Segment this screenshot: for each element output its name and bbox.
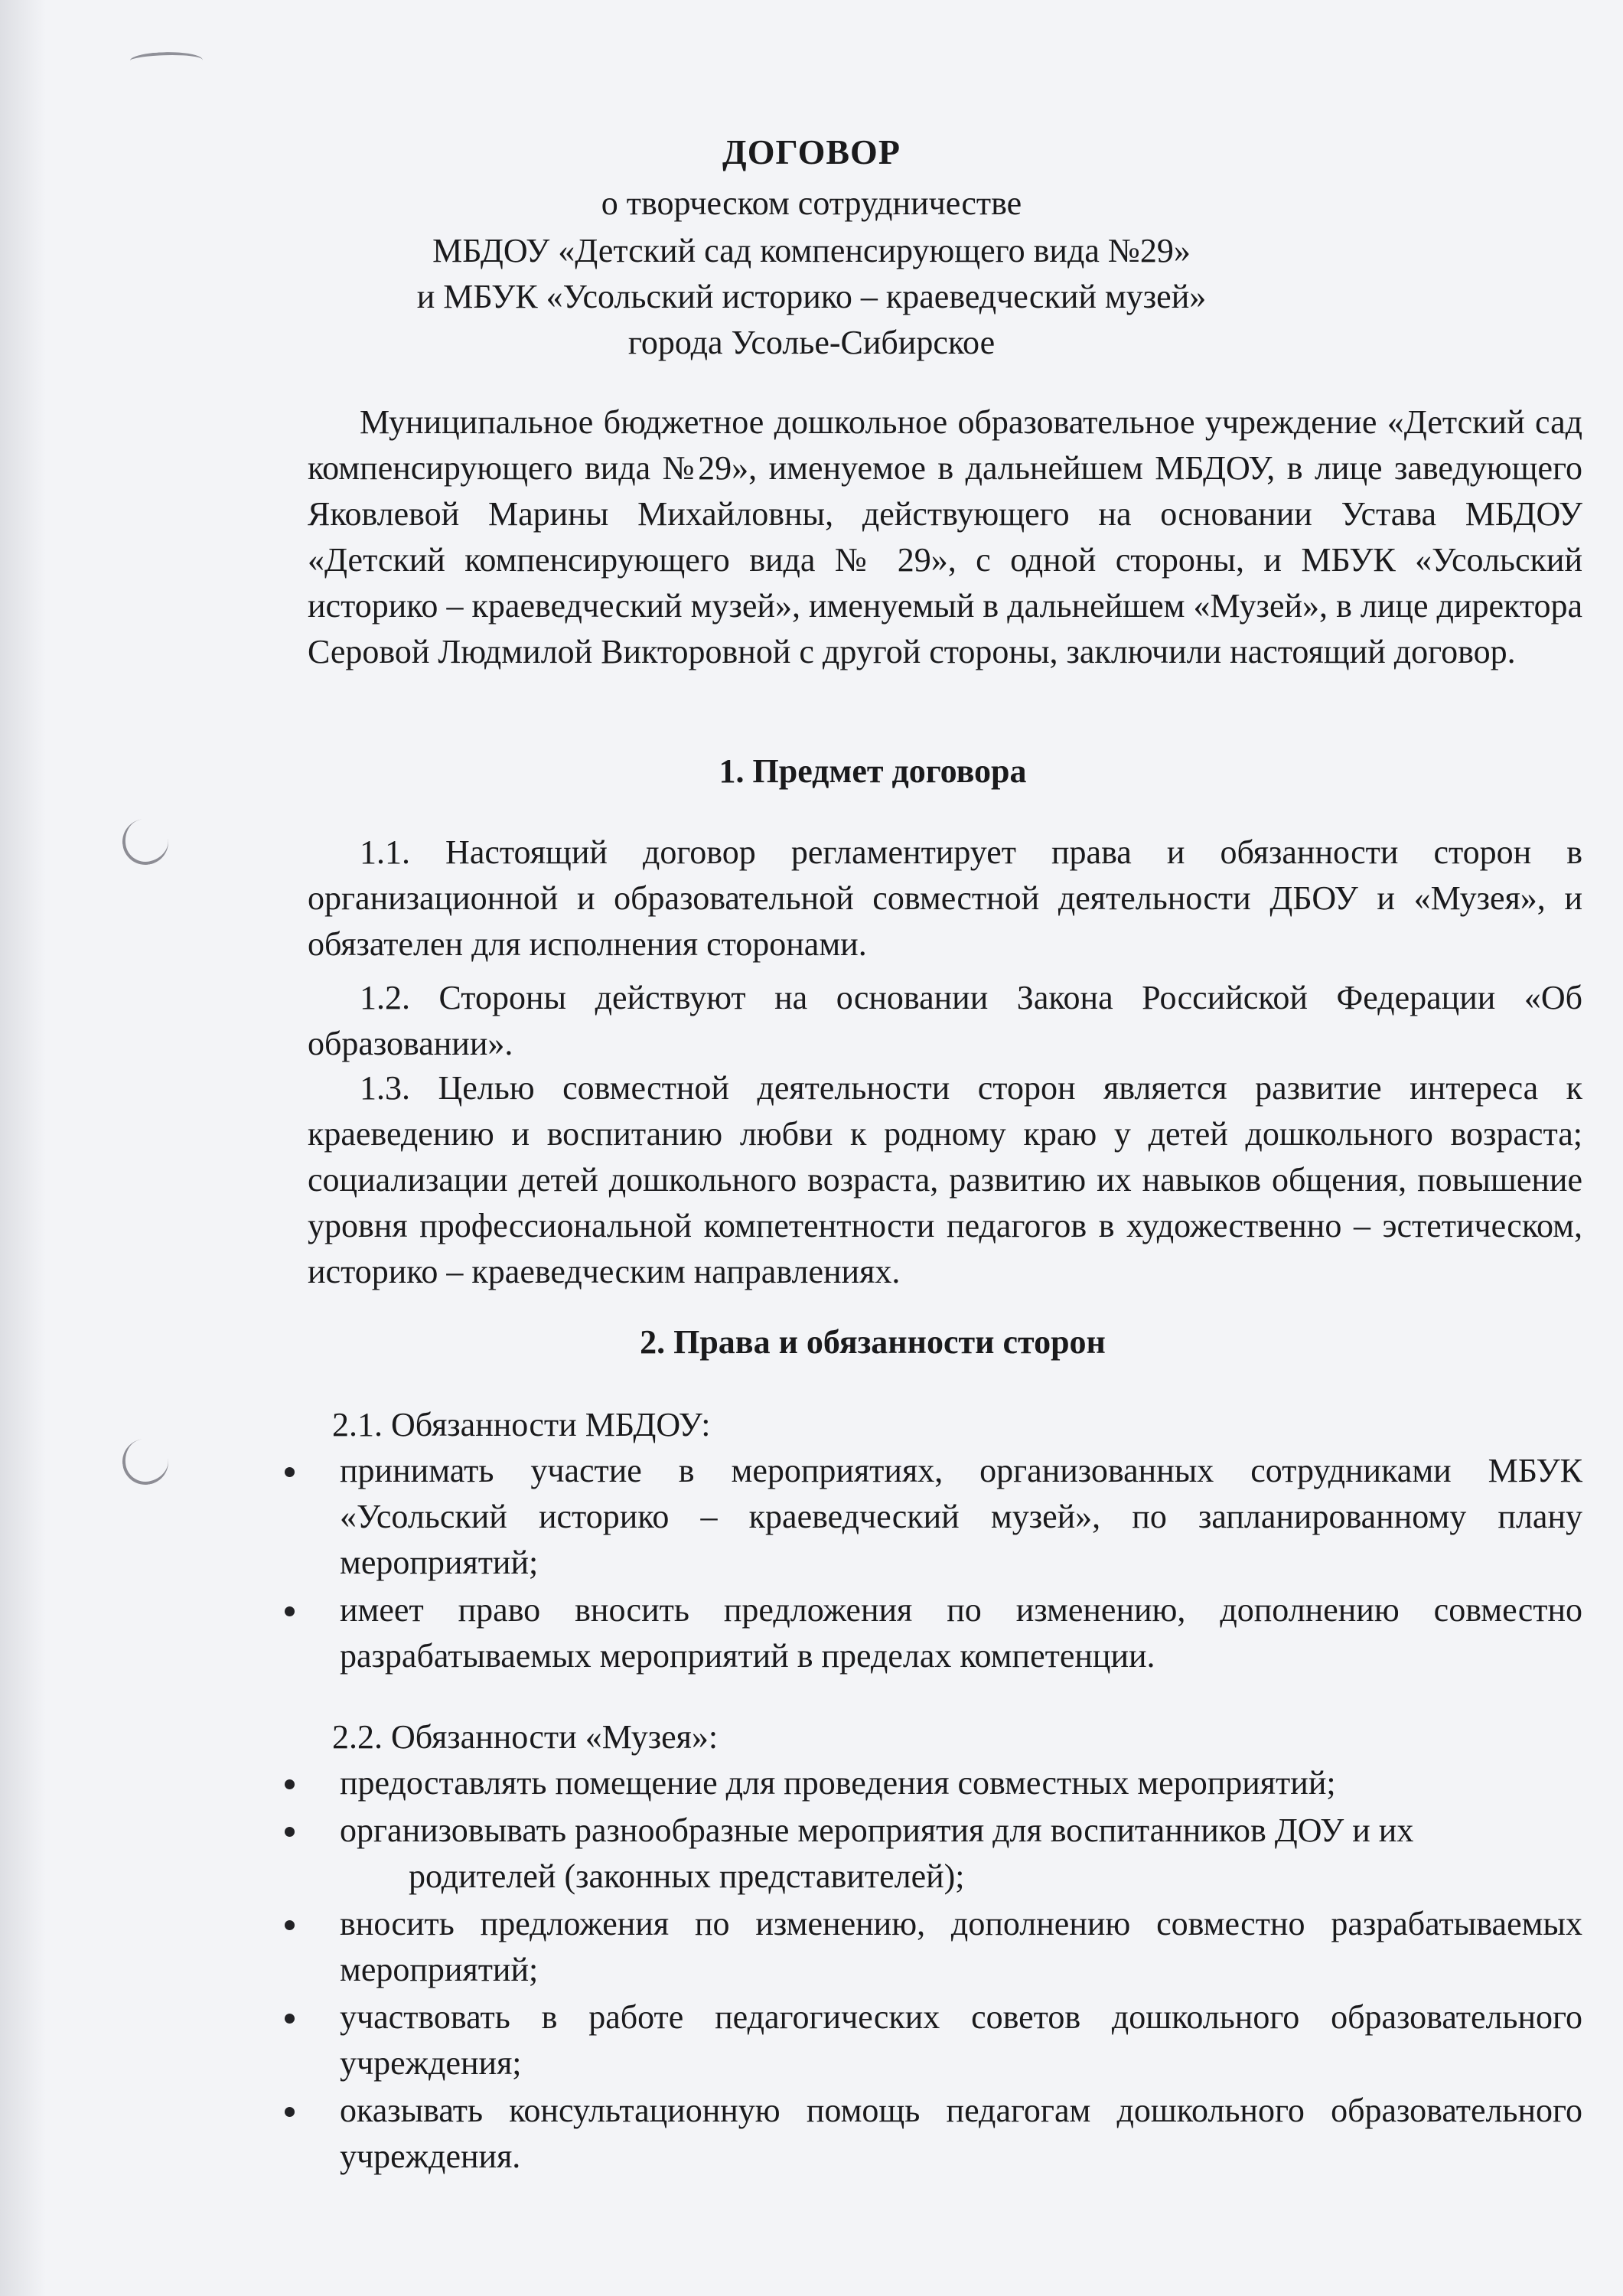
subtitle-line: о творческом сотрудничестве	[601, 184, 1022, 222]
section-heading: 2. Права и обязанности сторон	[640, 1323, 1106, 1361]
bullet-icon	[285, 2107, 295, 2117]
subtitle-line: города Усолье-Сибирское	[627, 324, 996, 361]
list-item	[280, 2088, 1582, 2180]
list-item	[280, 1587, 1582, 1679]
duties-list	[280, 1448, 1582, 1681]
clause-1-2: 1.2. Стороны действуют на основании Закона Российской Федерации «Об образовании».	[308, 979, 1582, 1062]
list-item-text: вносить предложения по изменению, дополнению совместно разрабатываемых мероприятий;	[340, 1905, 1582, 1988]
punch-hole	[119, 815, 172, 869]
bullet-icon	[285, 1827, 295, 1837]
list-item-text: родителей (законных представителей);	[409, 1857, 965, 1895]
subsection-heading: 2.2. Обязанности «Музея»:	[332, 1718, 719, 1756]
list-item	[280, 1901, 1582, 1993]
document-title: ДОГОВОР	[722, 132, 901, 171]
list-item-text: принимать участие в мероприятиях, организованных сотрудниками МБУК «Усольский историко – краеведческий музей», по запланированному плану мероприятий;	[340, 1452, 1582, 1581]
list-item	[280, 1808, 1582, 1900]
clause-1-3: 1.3. Целью совместной деятельности сторон является развитие интереса к краеведению и воспитанию любви к родному краю у детей дошкольного возраста; социализации детей дошкольного возраста, развитию их навыков общения, повышение уровня профессиональной компетентности педагогов в художественно – эстетическом, историко – краеведческим направлениях.	[308, 1069, 1582, 1290]
list-item	[280, 1994, 1582, 2086]
list-item-text: имеет право вносить предложения по изменению, дополнению совместно разрабатываемых мероприятий в пределах компетенции.	[340, 1591, 1582, 1675]
list-item-text: организовывать разнообразные мероприятия для воспитанников ДОУ и их	[340, 1812, 1414, 1849]
pen-mark	[129, 51, 203, 71]
subsection-heading: 2.1. Обязанности МБДОУ:	[332, 1406, 711, 1443]
subtitle-line: и МБУК «Усольский историко – краеведческий музей»	[416, 278, 1207, 315]
clause-1-1: 1.1. Настоящий договор регламентирует права и обязанности сторон в организационной и образовательной совместной деятельности ДБОУ и «Музея», и обязателен для исполнения сторонами.	[308, 833, 1582, 963]
list-item-text: участвовать в работе педагогических советов дошкольного образовательного учреждения;	[340, 1998, 1582, 2082]
list-item-text: предоставлять помещение для проведения совместных мероприятий;	[340, 1764, 1336, 1802]
bullet-icon	[285, 1920, 295, 1930]
section-heading: 1. Предмет договора	[719, 752, 1027, 790]
bullet-icon	[285, 2014, 295, 2024]
intro-paragraph: Муниципальное бюджетное дошкольное образовательное учреждение «Детский сад компенсирующего вида №29», именуемое в дальнейшем МБДОУ, в лице заведующего Яковлевой Марины Михайловны, действующего на основании Устава МБДОУ «Детский компенсирующего вида № 29», с одной стороны, и МБУК «Усольский историко – краеведческий музей», именуемый в дальнейшем «Музей», в лице директора Серовой Людмилой Викторовной с другой стороны, заключили настоящий договор.	[308, 403, 1582, 670]
list-item	[280, 1760, 1582, 1806]
list-item	[280, 1448, 1582, 1586]
list-item-text: оказывать консультационную помощь педагогам дошкольного образовательного учреждения.	[340, 2092, 1582, 2175]
bullet-icon	[285, 1606, 295, 1616]
bullet-icon	[285, 1467, 295, 1477]
duties-list	[280, 1760, 1582, 2181]
subtitle-line: МБДОУ «Детский сад компенсирующего вида №29»	[432, 232, 1191, 269]
punch-hole	[119, 1435, 172, 1489]
bullet-icon	[285, 1779, 295, 1789]
